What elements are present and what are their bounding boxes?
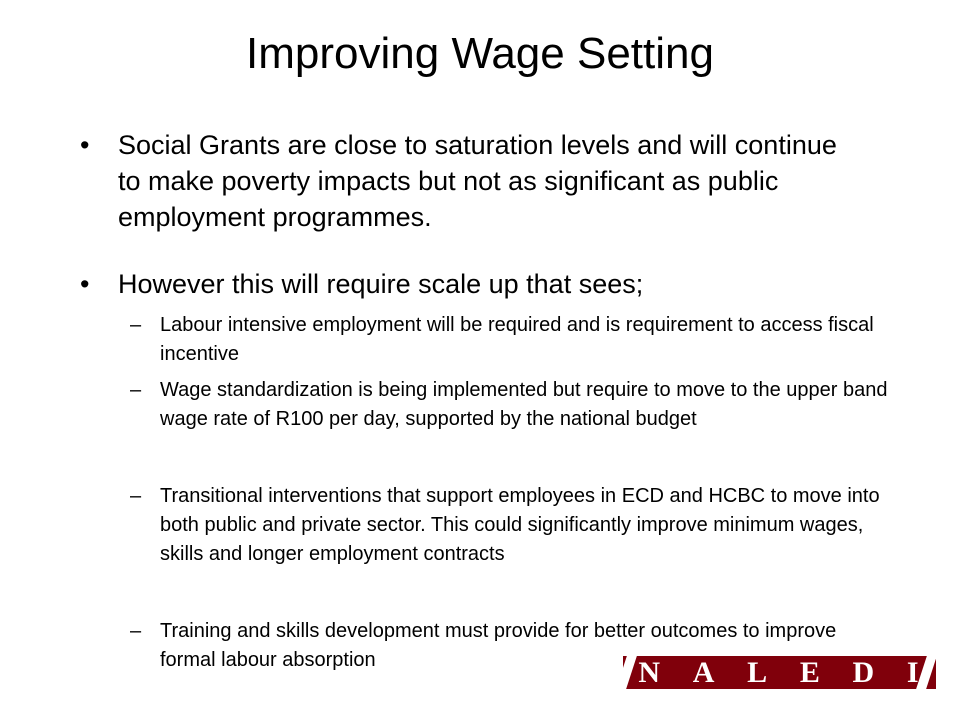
sub-bullet-marker: – <box>130 485 142 507</box>
sub-bullet-marker: – <box>130 314 142 336</box>
sub-bullet-text: Wage standardization is being implemented but require to move to the upper band wage rate of R100 per day, supported by the national budget <box>160 379 888 430</box>
slide-title: Improving Wage Setting <box>246 29 714 78</box>
bullet-item <box>80 266 850 302</box>
sub-bullet-text: Transitional interventions that support employees in ECD and HCBC to move into both public and private sector. This could significantly improve minimum wages, skills and longer employment contracts <box>160 485 880 565</box>
sub-bullet-marker: – <box>130 620 142 642</box>
logo-letter: D <box>852 656 877 689</box>
bullet-text: Social Grants are close to saturation levels and will continue to make poverty impacts but not as significant as public employment programmes. <box>118 130 837 232</box>
sub-bullet-item <box>130 482 890 569</box>
logo-letter: I <box>906 656 921 689</box>
sub-bullet-item <box>130 376 890 434</box>
bullet-item <box>80 127 850 235</box>
bullet-marker: • <box>80 269 90 299</box>
logo-wordmark <box>623 656 936 689</box>
sub-bullet-item <box>130 311 890 369</box>
logo-letter: E <box>799 656 822 689</box>
bullet-text: However this will require scale up that sees; <box>118 269 644 299</box>
sub-bullet-text: Training and skills development must provide for better outcomes to improve formal labour absorption <box>160 620 837 671</box>
logo-letter: L <box>747 656 770 689</box>
bullet-marker: • <box>80 130 90 160</box>
sub-bullet-text: Labour intensive employment will be required and is requirement to access fiscal incentive <box>160 314 874 365</box>
logo-letter: N <box>638 656 663 689</box>
sub-bullet-marker: – <box>130 379 142 401</box>
naledi-logo <box>623 656 936 689</box>
logo-letter: A <box>692 656 717 689</box>
